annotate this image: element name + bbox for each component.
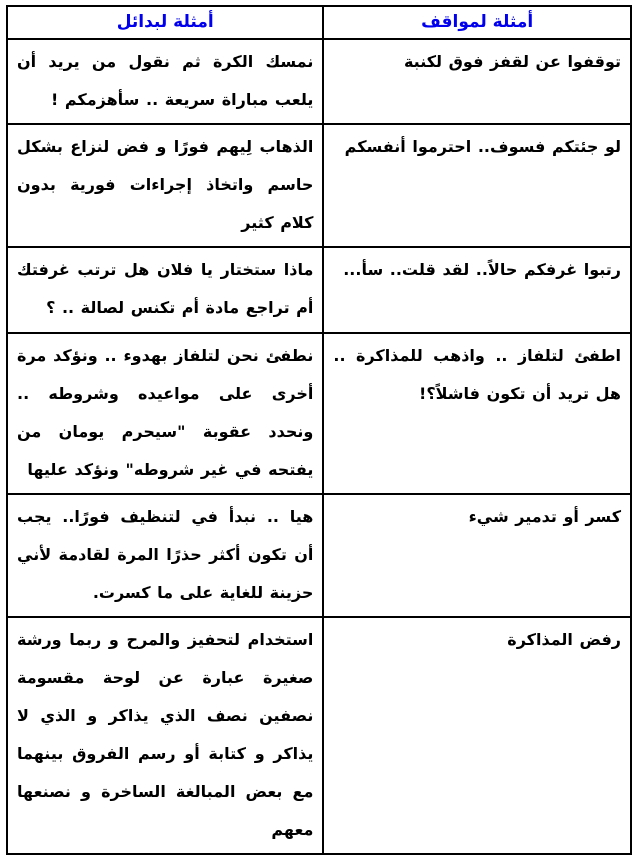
alternative-cell: نطفئ نحن لتلفاز بهدوء .. ونؤكد مرة أخرى على مواعيده وشروطه .. ونحدد عقوبة "سيحرم يومان من يفتحه في غير شروطه" ونؤكد عليها	[7, 333, 323, 494]
header-row	[7, 6, 631, 39]
table-row	[7, 494, 631, 617]
alternatives-column-header: أمثلة لبدائل	[7, 6, 323, 39]
alternative-cell: استخدام لتحفيز والمرح و ربما ورشة صغيرة عبارة عن لوحة مقسومة نصفين نصف الذي يذاكر و الذي لا يذاكر و كتابة أو رسم الفروق بينهما مع بعض المبالغة الساخرة و نصنعها معهم	[7, 617, 323, 854]
situation-cell: كسر أو تدمير شيء	[323, 494, 631, 617]
table-row	[7, 247, 631, 333]
situation-cell: رتبوا غرفكم حالاً.. لقد قلت.. سأ...	[323, 247, 631, 333]
table-row	[7, 333, 631, 494]
alternative-cell: هيا .. نبدأ في لتنظيف فورًا.. يجب أن تكون أكثر حذرًا المرة لقادمة لأني حزينة للغاية على ما كسرت.	[7, 494, 323, 617]
situation-cell: لو جئتكم فسوف.. احترموا أنفسكم	[323, 124, 631, 247]
alternative-cell: نمسك الكرة ثم نقول من يريد أن يلعب مباراة سريعة .. سأهزمكم !	[7, 39, 323, 124]
alternative-cell: الذهاب لِيهم فورًا و فض لنزاع بشكل حاسم واتخاذ إجراءات فورية بدون كلام كثير	[7, 124, 323, 247]
alternative-cell: ماذا ستختار يا فلان هل ترتب غرفتك أم تراجع مادة أم تكنس لصالة .. ؟	[7, 247, 323, 333]
situation-cell: توقفوا عن لقفز فوق لكنبة	[323, 39, 631, 124]
situations-alternatives-table	[6, 5, 632, 855]
table-row	[7, 124, 631, 247]
table-row	[7, 39, 631, 124]
situation-cell: اطفئ لتلفاز .. واذهب للمذاكرة .. هل تريد أن تكون فاشلاً؟!	[323, 333, 631, 494]
table-row	[7, 617, 631, 854]
situation-cell: رفض المذاكرة	[323, 617, 631, 854]
situations-column-header: أمثلة لمواقف	[323, 6, 631, 39]
